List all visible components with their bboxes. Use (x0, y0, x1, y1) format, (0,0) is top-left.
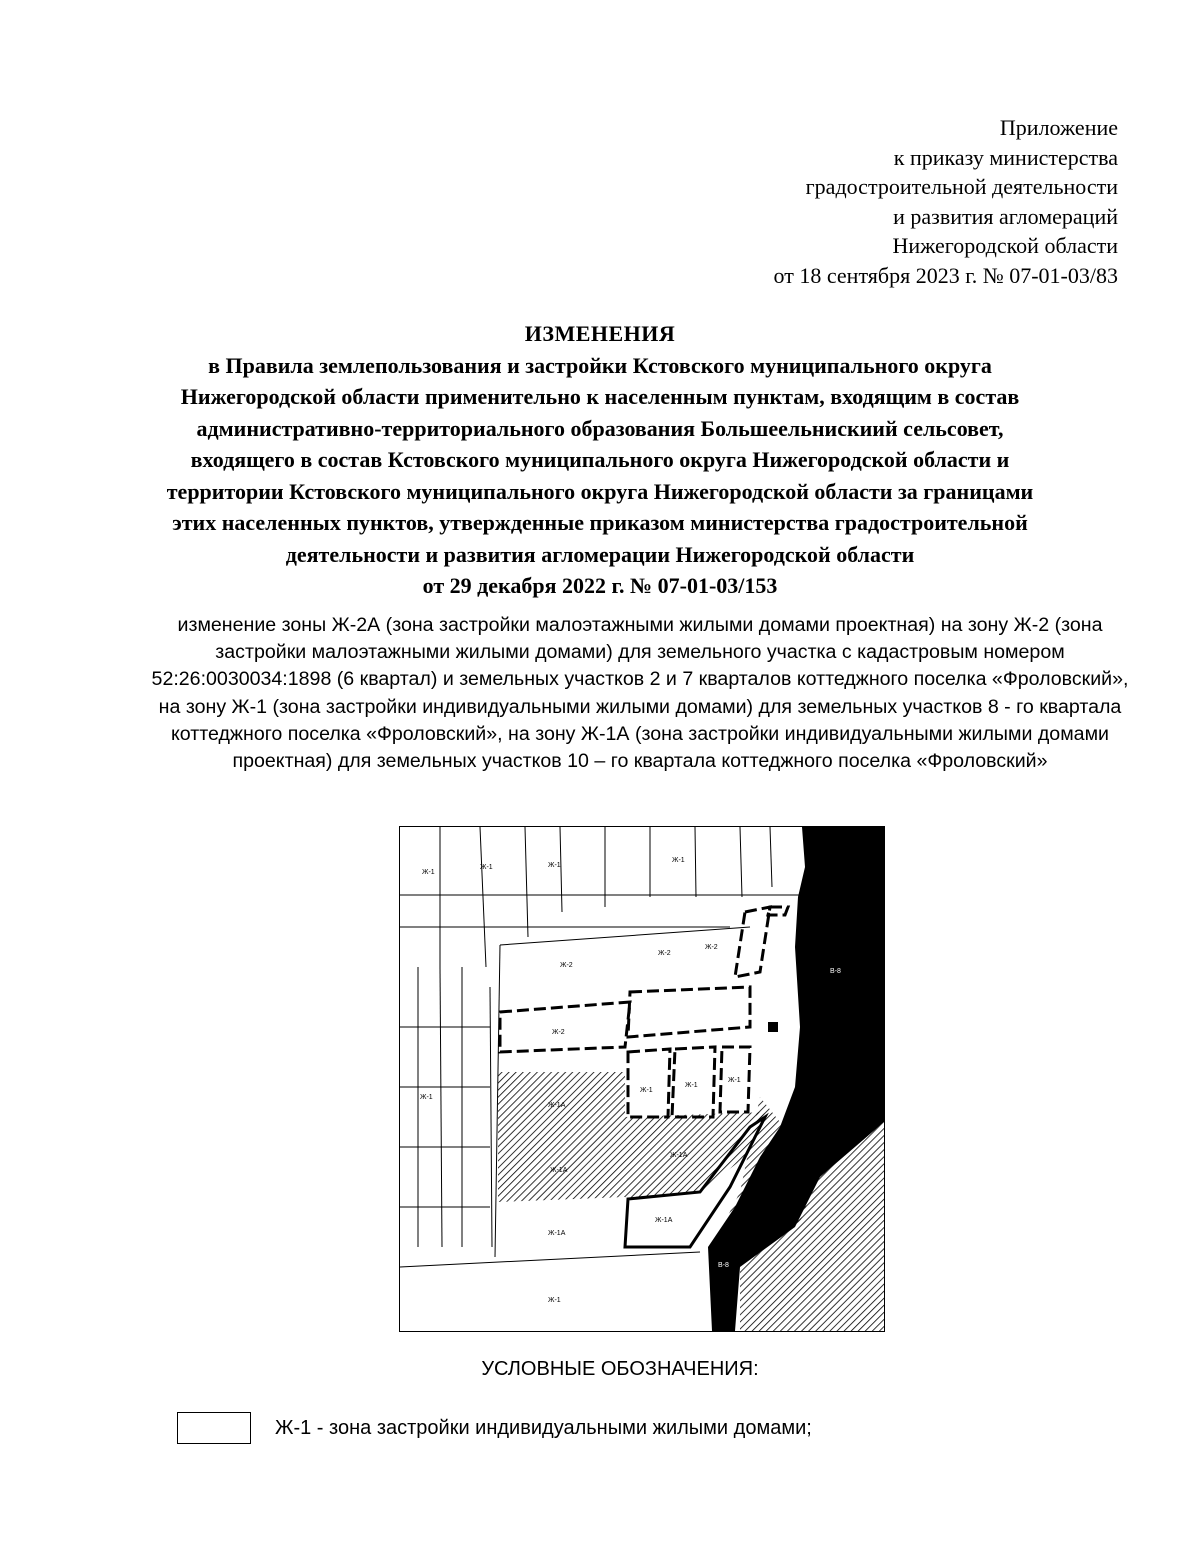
title-line: от 29 декабря 2022 г. № 07-01-03/153 (422, 573, 778, 598)
title-line: территории Кстовского муниципального округа Нижегородской области за границами (166, 478, 1034, 504)
zone-label: Ж-2 (560, 962, 573, 969)
zoning-map (399, 826, 885, 1332)
zone-label: В-8 (830, 968, 841, 975)
appendix-line: к приказу министерства (893, 144, 1118, 170)
zoning-map-svg (400, 827, 884, 1331)
zone-label: Ж-2 (705, 944, 718, 951)
zone-label: Ж-1 (420, 1094, 433, 1101)
zone-label: Ж-1 (672, 857, 685, 864)
zone-label: Ж-1А (670, 1152, 688, 1159)
zone-label: Ж-1 (480, 864, 493, 871)
title-line: входящего в состав Кстовского муниципального округа Нижегородской области и (190, 447, 1010, 472)
appendix-line: и развития агломераций (893, 203, 1118, 229)
zone-label: Ж-2 (658, 950, 671, 957)
appendix-line: Нижегородской области (892, 233, 1118, 258)
zone-label: Ж-1А (750, 1194, 768, 1201)
appendix-line: градостроительной деятельности (805, 174, 1118, 199)
legend-item (177, 1412, 812, 1444)
zone-label: В-8 (718, 1262, 729, 1269)
zone-label: Ж-2 (552, 1029, 565, 1036)
title-line: деятельности и развития агломерации Нижегородской области (285, 541, 915, 567)
zone-label: Ж-1А (655, 1217, 673, 1224)
legend-title: УСЛОВНЫЕ ОБОЗНАЧЕНИЯ: (481, 1358, 759, 1380)
zone-label: Ж-1 (640, 1087, 653, 1094)
zone-label: Ж-1 (685, 1082, 698, 1089)
zone-label: Ж-1А (550, 1167, 568, 1174)
zone-label: Ж-1 (548, 862, 561, 869)
title-line: административно-территориального образования Большеельнискиий сельсовет, (196, 415, 1004, 441)
title-heading: ИЗМЕНЕНИЯ (524, 321, 676, 346)
appendix-line: от 18 сентября 2023 г. № 07-01-03/83 (773, 262, 1118, 288)
zone-label: Ж-1 (548, 1297, 561, 1304)
document-title (70, 318, 1130, 602)
appendix-block (774, 113, 1118, 290)
zone-label: Ж-1А (548, 1230, 566, 1237)
title-line: этих населенных пунктов, утвержденные приказом министерства градостроительной (172, 510, 1028, 535)
title-line: Нижегородской области применительно к населенным пунктам, входящим в состав (180, 384, 1020, 409)
change-description: изменение зоны Ж-2А (зона застройки малоэтажными жилыми домами проектная) на зону Ж-2 (зона застройки малоэтажными жилыми домами) для земельного участка с кадастровым номером 52:26:0030034:1898 (6 квартал) и земельных участков 2 и 7 кварталов коттеджного поселка «Фроловский», на зону Ж-1 (зона застройки индивидуальными жилыми домами) для земельных участков 8 - го квартала коттеджного поселка «Фроловский», на зону Ж-1А (зона застройки индивидуальными жилыми домами проектная) для земельных участков 10 – го квартала коттеджного поселка «Фроловский» (151, 614, 1129, 773)
hatched-zone (498, 1072, 625, 1202)
legend-item-text: Ж-1 - зона застройки индивидуальными жилыми домами; (275, 1416, 812, 1439)
title-line: в Правила землепользования и застройки Кстовского муниципального округа (208, 352, 992, 378)
appendix-line: Приложение (999, 115, 1118, 140)
legend-swatch (177, 1412, 251, 1444)
zone-label: Ж-1 (728, 1077, 741, 1084)
zone-label: Ж-1А (548, 1102, 566, 1109)
zone-label: Ж-1 (422, 869, 435, 876)
marker (768, 1022, 778, 1032)
